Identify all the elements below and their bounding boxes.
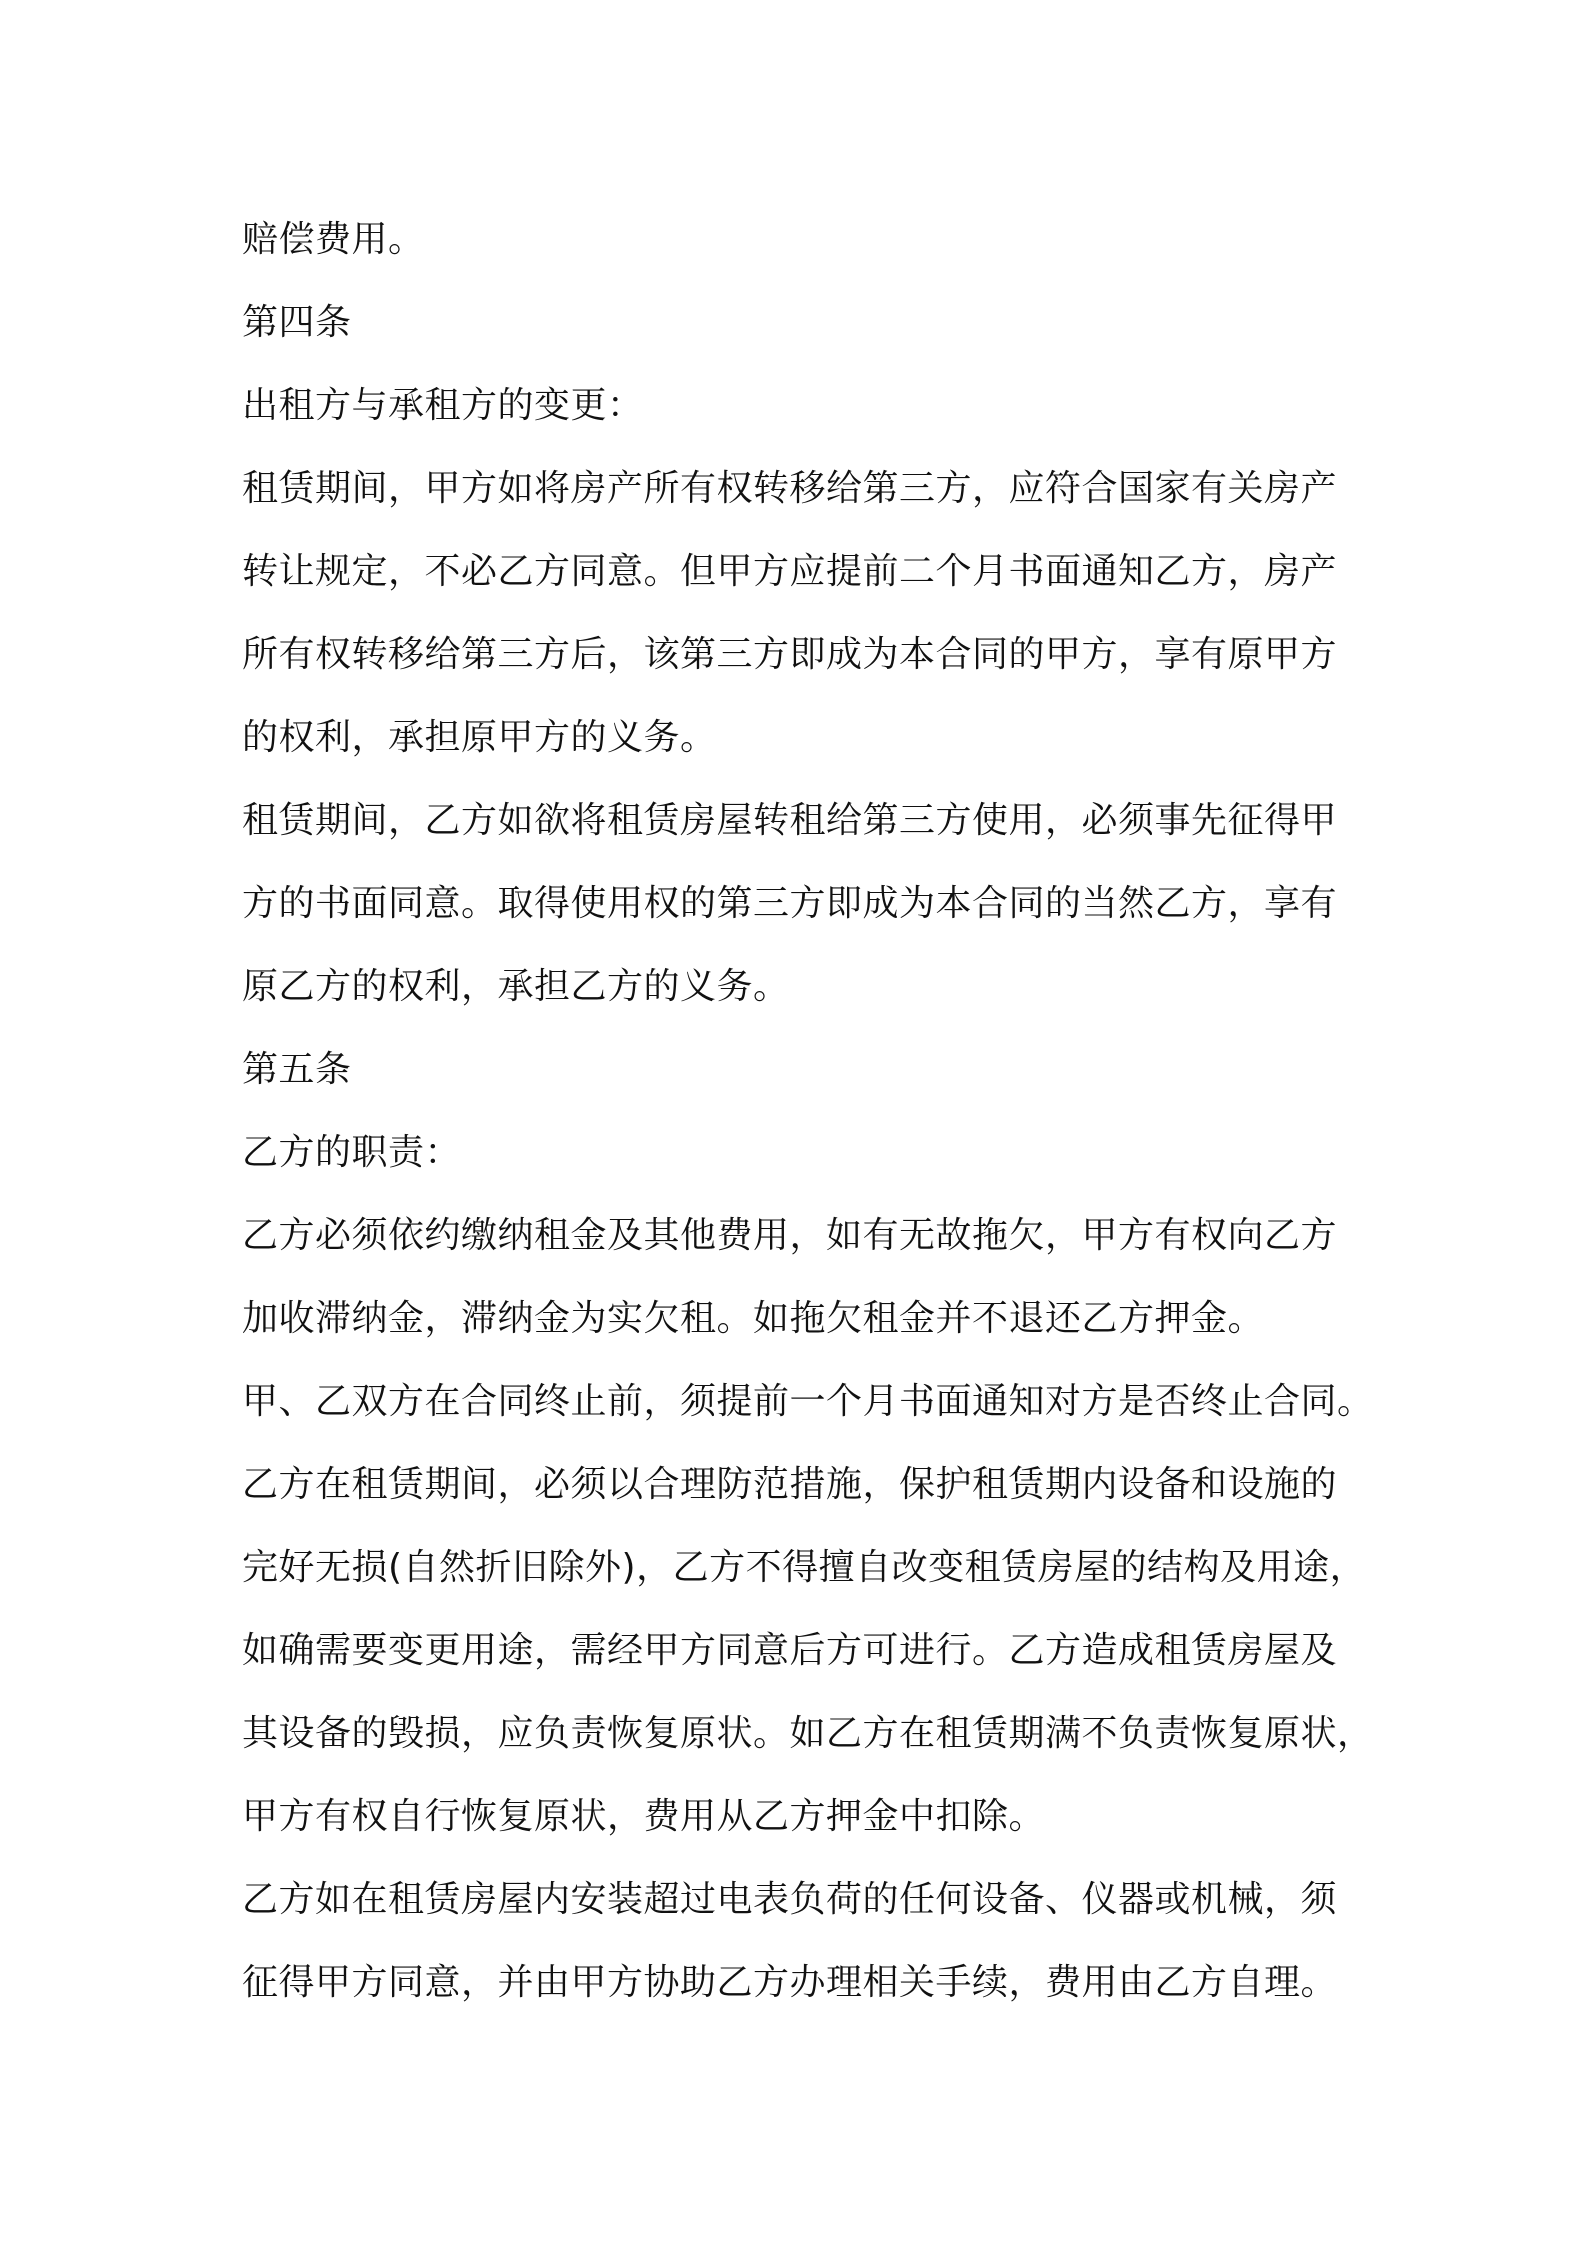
text-line: 甲、乙双方在合同终止前，须提前一个月书面通知对方是否终止合同。 (242, 1381, 1374, 1422)
text-line: 赔偿费用。 (242, 219, 425, 260)
text-line: 租赁期间，甲方如将房产所有权转移给第三方，应符合国家有关房产 (242, 468, 1338, 509)
text-line: 的权利，承担原甲方的义务。 (242, 717, 717, 758)
text-line: 其设备的毁损，应负责恢复原状。如乙方在租赁期满不负责恢复原状， (242, 1713, 1374, 1754)
text-line: 转让规定，不必乙方同意。但甲方应提前二个月书面通知乙方，房产 (242, 551, 1338, 592)
text-line: 方的书面同意。取得使用权的第三方即成为本合同的当然乙方，享有 (242, 883, 1338, 924)
article-heading: 第四条 (242, 302, 352, 343)
text-line: 租赁期间，乙方如欲将租赁房屋转租给第三方使用，必须事先征得甲 (242, 800, 1338, 841)
article-subheading: 乙方的职责： (242, 1132, 462, 1173)
text-line: 甲方有权自行恢复原状，费用从乙方押金中扣除。 (242, 1796, 1046, 1837)
text-line: 乙方如在租赁房屋内安装超过电表负荷的任何设备、仪器或机械，须 (242, 1879, 1338, 1920)
text-line: 所有权转移给第三方后，该第三方即成为本合同的甲方，享有原甲方 (242, 634, 1338, 675)
text-line: 加收滞纳金，滞纳金为实欠租。如拖欠租金并不退还乙方押金。 (242, 1298, 1265, 1339)
article-subheading: 出租方与承租方的变更： (242, 385, 644, 426)
text-line: 征得甲方同意，并由甲方协助乙方办理相关手续，费用由乙方自理。 (242, 1962, 1338, 2003)
text-line: 完好无损(自然折旧除外)，乙方不得擅自改变租赁房屋的结构及用途， (242, 1547, 1367, 1588)
text-line: 乙方必须依约缴纳租金及其他费用，如有无故拖欠，甲方有权向乙方 (242, 1215, 1338, 1256)
document-body (242, 198, 1382, 2024)
text-line: 原乙方的权利，承担乙方的义务。 (242, 966, 790, 1007)
text-line: 如确需要变更用途，需经甲方同意后方可进行。乙方造成租赁房屋及 (242, 1630, 1338, 1671)
text-line: 乙方在租赁期间，必须以合理防范措施，保护租赁期内设备和设施的 (242, 1464, 1338, 1505)
article-heading: 第五条 (242, 1049, 352, 1090)
